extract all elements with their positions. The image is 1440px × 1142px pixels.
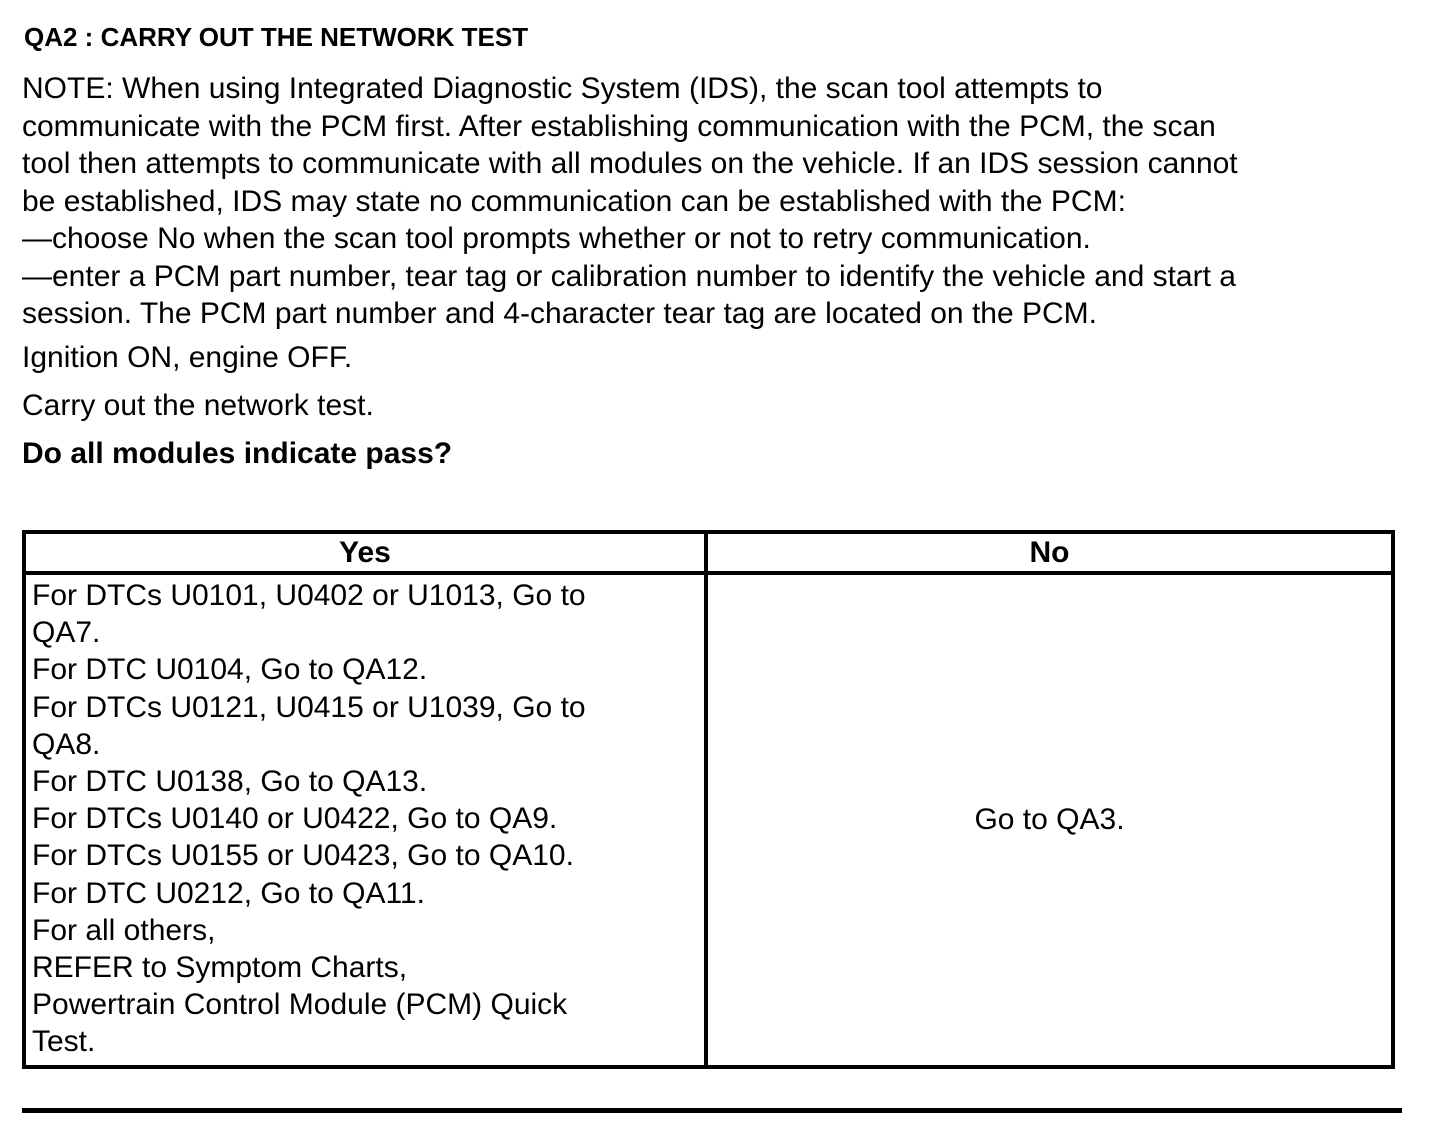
yes-line: For DTCs U0121, U0415 or U1039, Go to: [32, 690, 586, 724]
bottom-divider: [22, 1108, 1402, 1113]
yes-line: For DTC U0104, Go to QA12.: [32, 653, 428, 687]
ignition-step: Ignition ON, engine OFF.: [22, 341, 353, 374]
note-line: communicate with the PCM first. After establishing communication with the PCM, the scan: [22, 109, 1216, 143]
yes-line: For DTCs U0140 or U0422, Go to QA9.: [32, 802, 558, 836]
yes-line: For DTCs U0155 or U0423, Go to QA10.: [32, 839, 574, 873]
table-header-row: [24, 532, 1393, 573]
carry-out-step: Carry out the network test.: [22, 389, 374, 422]
test-question: Do all modules indicate pass?: [22, 437, 453, 470]
yes-line: Test.: [32, 1025, 96, 1059]
yes-line: For DTC U0138, Go to QA13.: [32, 765, 428, 799]
result-table: [22, 530, 1395, 1069]
no-column-header: No: [706, 532, 1393, 573]
yes-line: For all others,: [32, 913, 216, 947]
table-row: [24, 573, 1393, 1067]
note-line: NOTE: When using Integrated Diagnostic System (IDS), the scan tool attempts to: [22, 72, 1103, 105]
yes-line: Powertrain Control Module (PCM) Quick: [32, 988, 568, 1022]
yes-line: QA7.: [32, 616, 101, 650]
note-paragraph: [22, 70, 1402, 333]
no-cell: Go to QA3.: [706, 573, 1393, 1067]
yes-line: REFER to Symptom Charts,: [32, 951, 408, 985]
note-line: —choose No when the scan tool prompts whether or not to retry communication.: [22, 222, 1091, 255]
section-heading: QA2 : CARRY OUT THE NETWORK TEST: [24, 22, 529, 52]
note-line: —enter a PCM part number, tear tag or calibration number to identify the vehicle and start a: [22, 259, 1236, 293]
note-line: be established, IDS may state no communication can be established with the PCM:: [22, 184, 1126, 218]
yes-column-header: Yes: [24, 532, 706, 573]
yes-cell: [24, 573, 706, 1067]
note-line: tool then attempts to communicate with all modules on the vehicle. If an IDS session cannot: [22, 147, 1238, 180]
note-line: session. The PCM part number and 4-character tear tag are located on the PCM.: [22, 297, 1097, 330]
yes-line: For DTCs U0101, U0402 or U1013, Go to: [32, 579, 586, 612]
yes-line: For DTC U0212, Go to QA11.: [32, 876, 425, 910]
yes-line: QA8.: [32, 727, 101, 761]
